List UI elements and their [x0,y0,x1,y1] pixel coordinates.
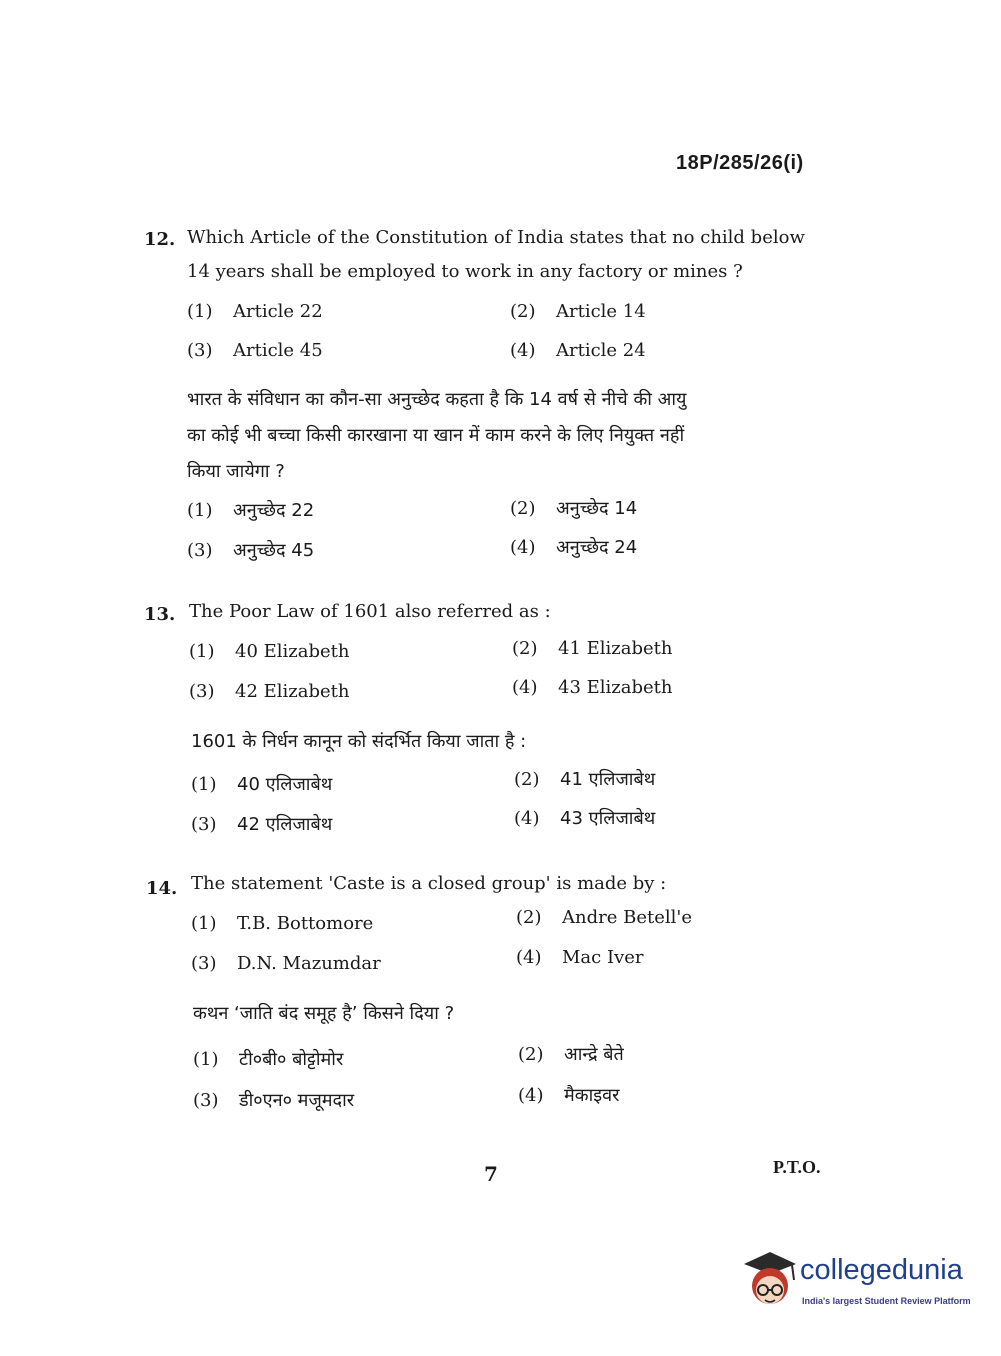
question-text-en: The statement 'Caste is a closed group' is made by : [191,873,667,894]
option-3: (3) 42 Elizabeth [189,681,350,702]
option-4-hi: (4) अनुच्छेद 24 [510,537,638,558]
option-1: (1) Article 22 [187,301,323,322]
option-4-hi: (4) मैकाइवर [518,1085,620,1106]
question-number: 13. [144,604,176,625]
question-number: 14. [146,878,178,899]
page-number: 7 [484,1162,498,1186]
collegedunia-watermark [740,1248,970,1310]
option-4-hi: (4) 43 एलिजाबेथ [514,808,656,829]
option-2-hi: (2) आन्द्रे बेते [518,1044,624,1065]
question-text-en: The Poor Law of 1601 also referred as : [189,601,551,622]
option-4: (4) Article 24 [510,340,646,361]
question-text-hi: कथन ‘जाति बंद समूह है’ किसने दिया ? [193,1003,455,1024]
option-3: (3) D.N. Mazumdar [191,953,381,974]
option-1-hi: (1) 40 एलिजाबेथ [191,774,333,795]
option-3-hi: (3) डी०एन० मजूमदार [193,1090,355,1111]
option-3-hi: (3) 42 एलिजाबेथ [191,814,333,835]
option-4: (4) 43 Elizabeth [512,677,673,698]
option-2: (2) Andre Betell'e [516,907,692,928]
option-4: (4) Mac Iver [516,947,644,968]
option-2: (2) 41 Elizabeth [512,638,673,659]
brand-name: collegedunia [800,1254,963,1286]
option-1-hi: (1) अनुच्छेद 22 [187,500,315,521]
option-2-hi: (2) अनुच्छेद 14 [510,498,638,519]
option-1-hi: (1) टी०बी० बोट्टोमोर [193,1049,344,1070]
question-number: 12. [144,229,176,250]
option-1: (1) T.B. Bottomore [191,913,374,934]
paper-code: 18P/285/26(i) [676,152,804,174]
pto-label: P.T.O. [773,1157,821,1177]
option-2: (2) Article 14 [510,301,646,322]
option-1: (1) 40 Elizabeth [189,641,350,662]
question-text-hi: 1601 के निर्धन कानून को संदर्भित किया जाता है : [191,731,527,752]
brand-tagline: India's largest Student Review Platform [802,1296,971,1306]
student-mascot-icon [740,1248,800,1310]
option-3-hi: (3) अनुच्छेद 45 [187,540,315,561]
question-text-hi: भारत के संविधान का कौन-सा अनुच्छेद कहता है कि 14 वर्ष से नीचे की आयु का कोई भी बच्चा किसी कारखाना या खान में काम करने के लिए नियुक्त नहीं किया जायेगा ? [187,389,687,482]
option-2-hi: (2) 41 एलिजाबेथ [514,769,656,790]
question-text-en: Which Article of the Constitution of India states that no child below 14 years shall be employed to work in any factory or mines ? [187,227,805,282]
option-3: (3) Article 45 [187,340,323,361]
